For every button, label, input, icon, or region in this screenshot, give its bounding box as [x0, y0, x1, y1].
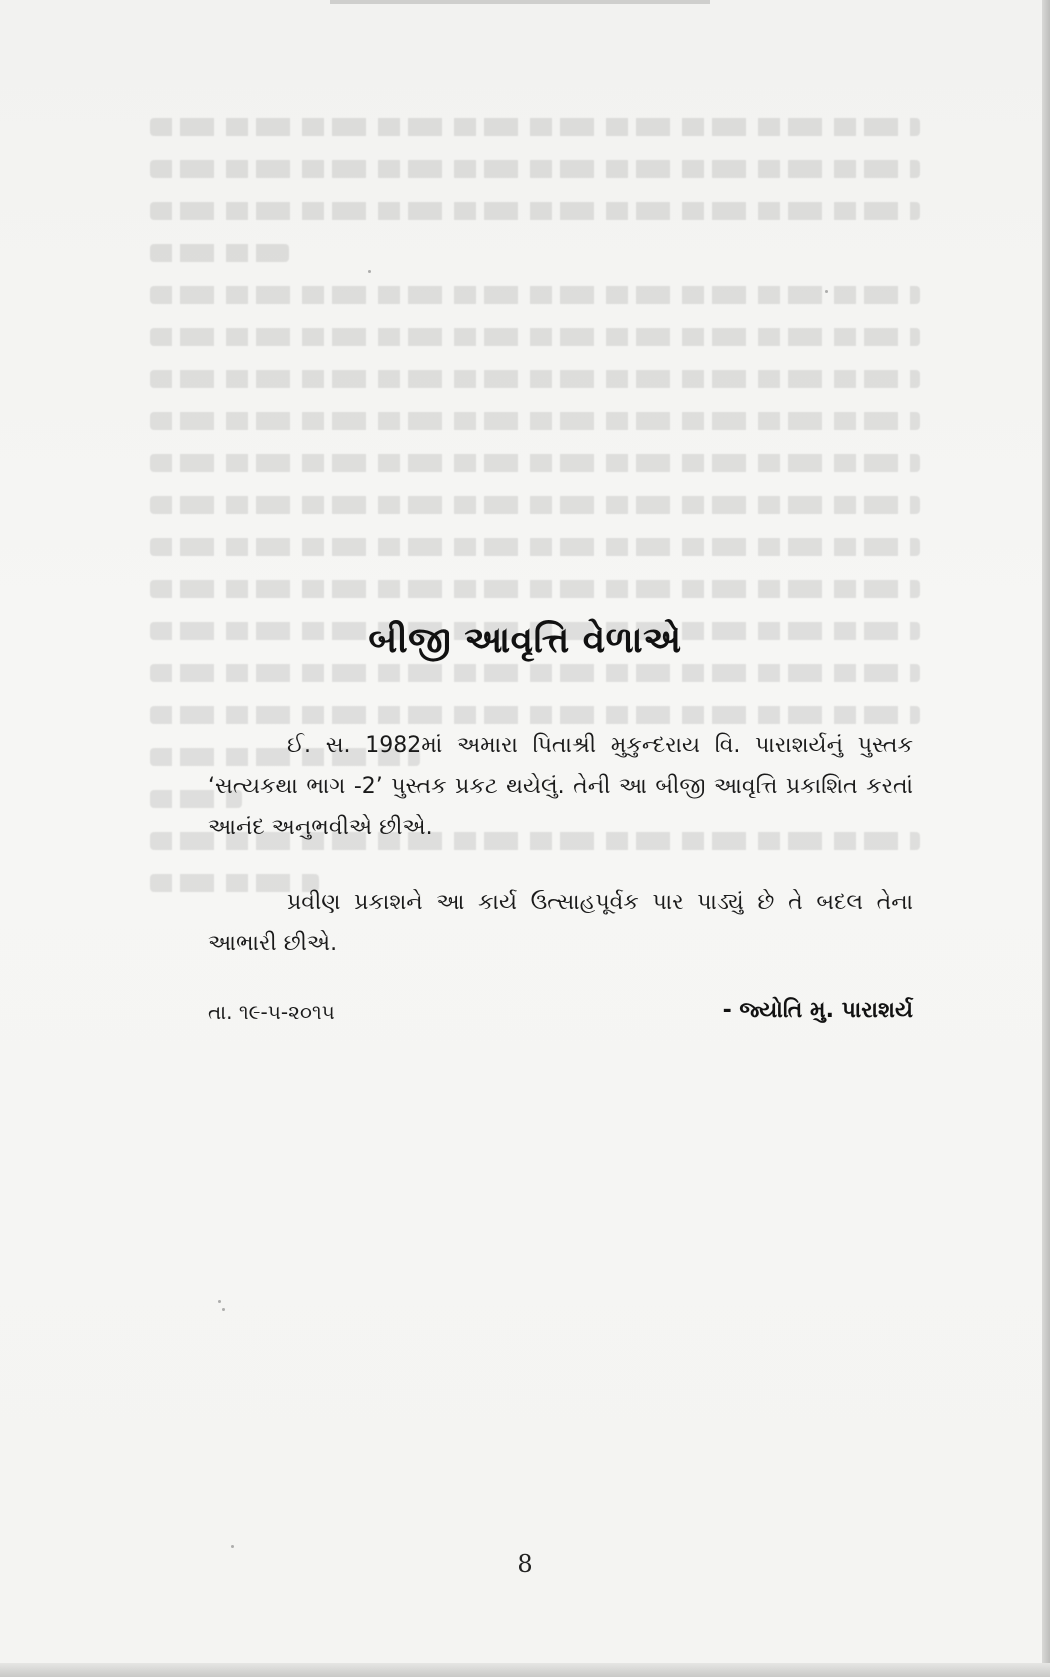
page-top-edge: [330, 0, 710, 4]
paper-speck: [825, 290, 828, 293]
page-number: 8: [517, 1550, 533, 1578]
page-title: બીજી આવૃત્તિ વેળાએ: [368, 620, 682, 661]
paper-speck: [231, 1545, 234, 1548]
author-signature: - જ્યોતિ મુ. પારાશર્ય: [722, 998, 913, 1023]
paragraph-thanks: પ્રવીણ પ્રકાશને આ કાર્ય ઉત્સાહપૂર્વક પાર પાડ્યું છે તે બદલ તેના આભારી છીએ.: [208, 890, 913, 956]
paragraph-intro: ઈ. સ. 1982માં અમારા પિતાશ્રી મુકુન્દરાય વિ. પારાશર્યનું પુસ્તક ‘સત્યકથા ભાગ -2’ પુસ્તક પ્રકટ થયેલું. તેની આ બીજી આવૃત્તિ પ્રકાશિત કરતાં આનંદ અનુભવીએ છીએ.: [208, 733, 913, 840]
paper-speck: [222, 1308, 225, 1311]
paper-speck: [368, 270, 371, 273]
page-right-edge: [1042, 0, 1050, 1677]
paper-speck: [218, 1300, 221, 1303]
date-line: તા. ૧૯-૫-૨૦૧૫: [208, 1000, 335, 1024]
page-bottom-edge: [0, 1663, 1050, 1677]
